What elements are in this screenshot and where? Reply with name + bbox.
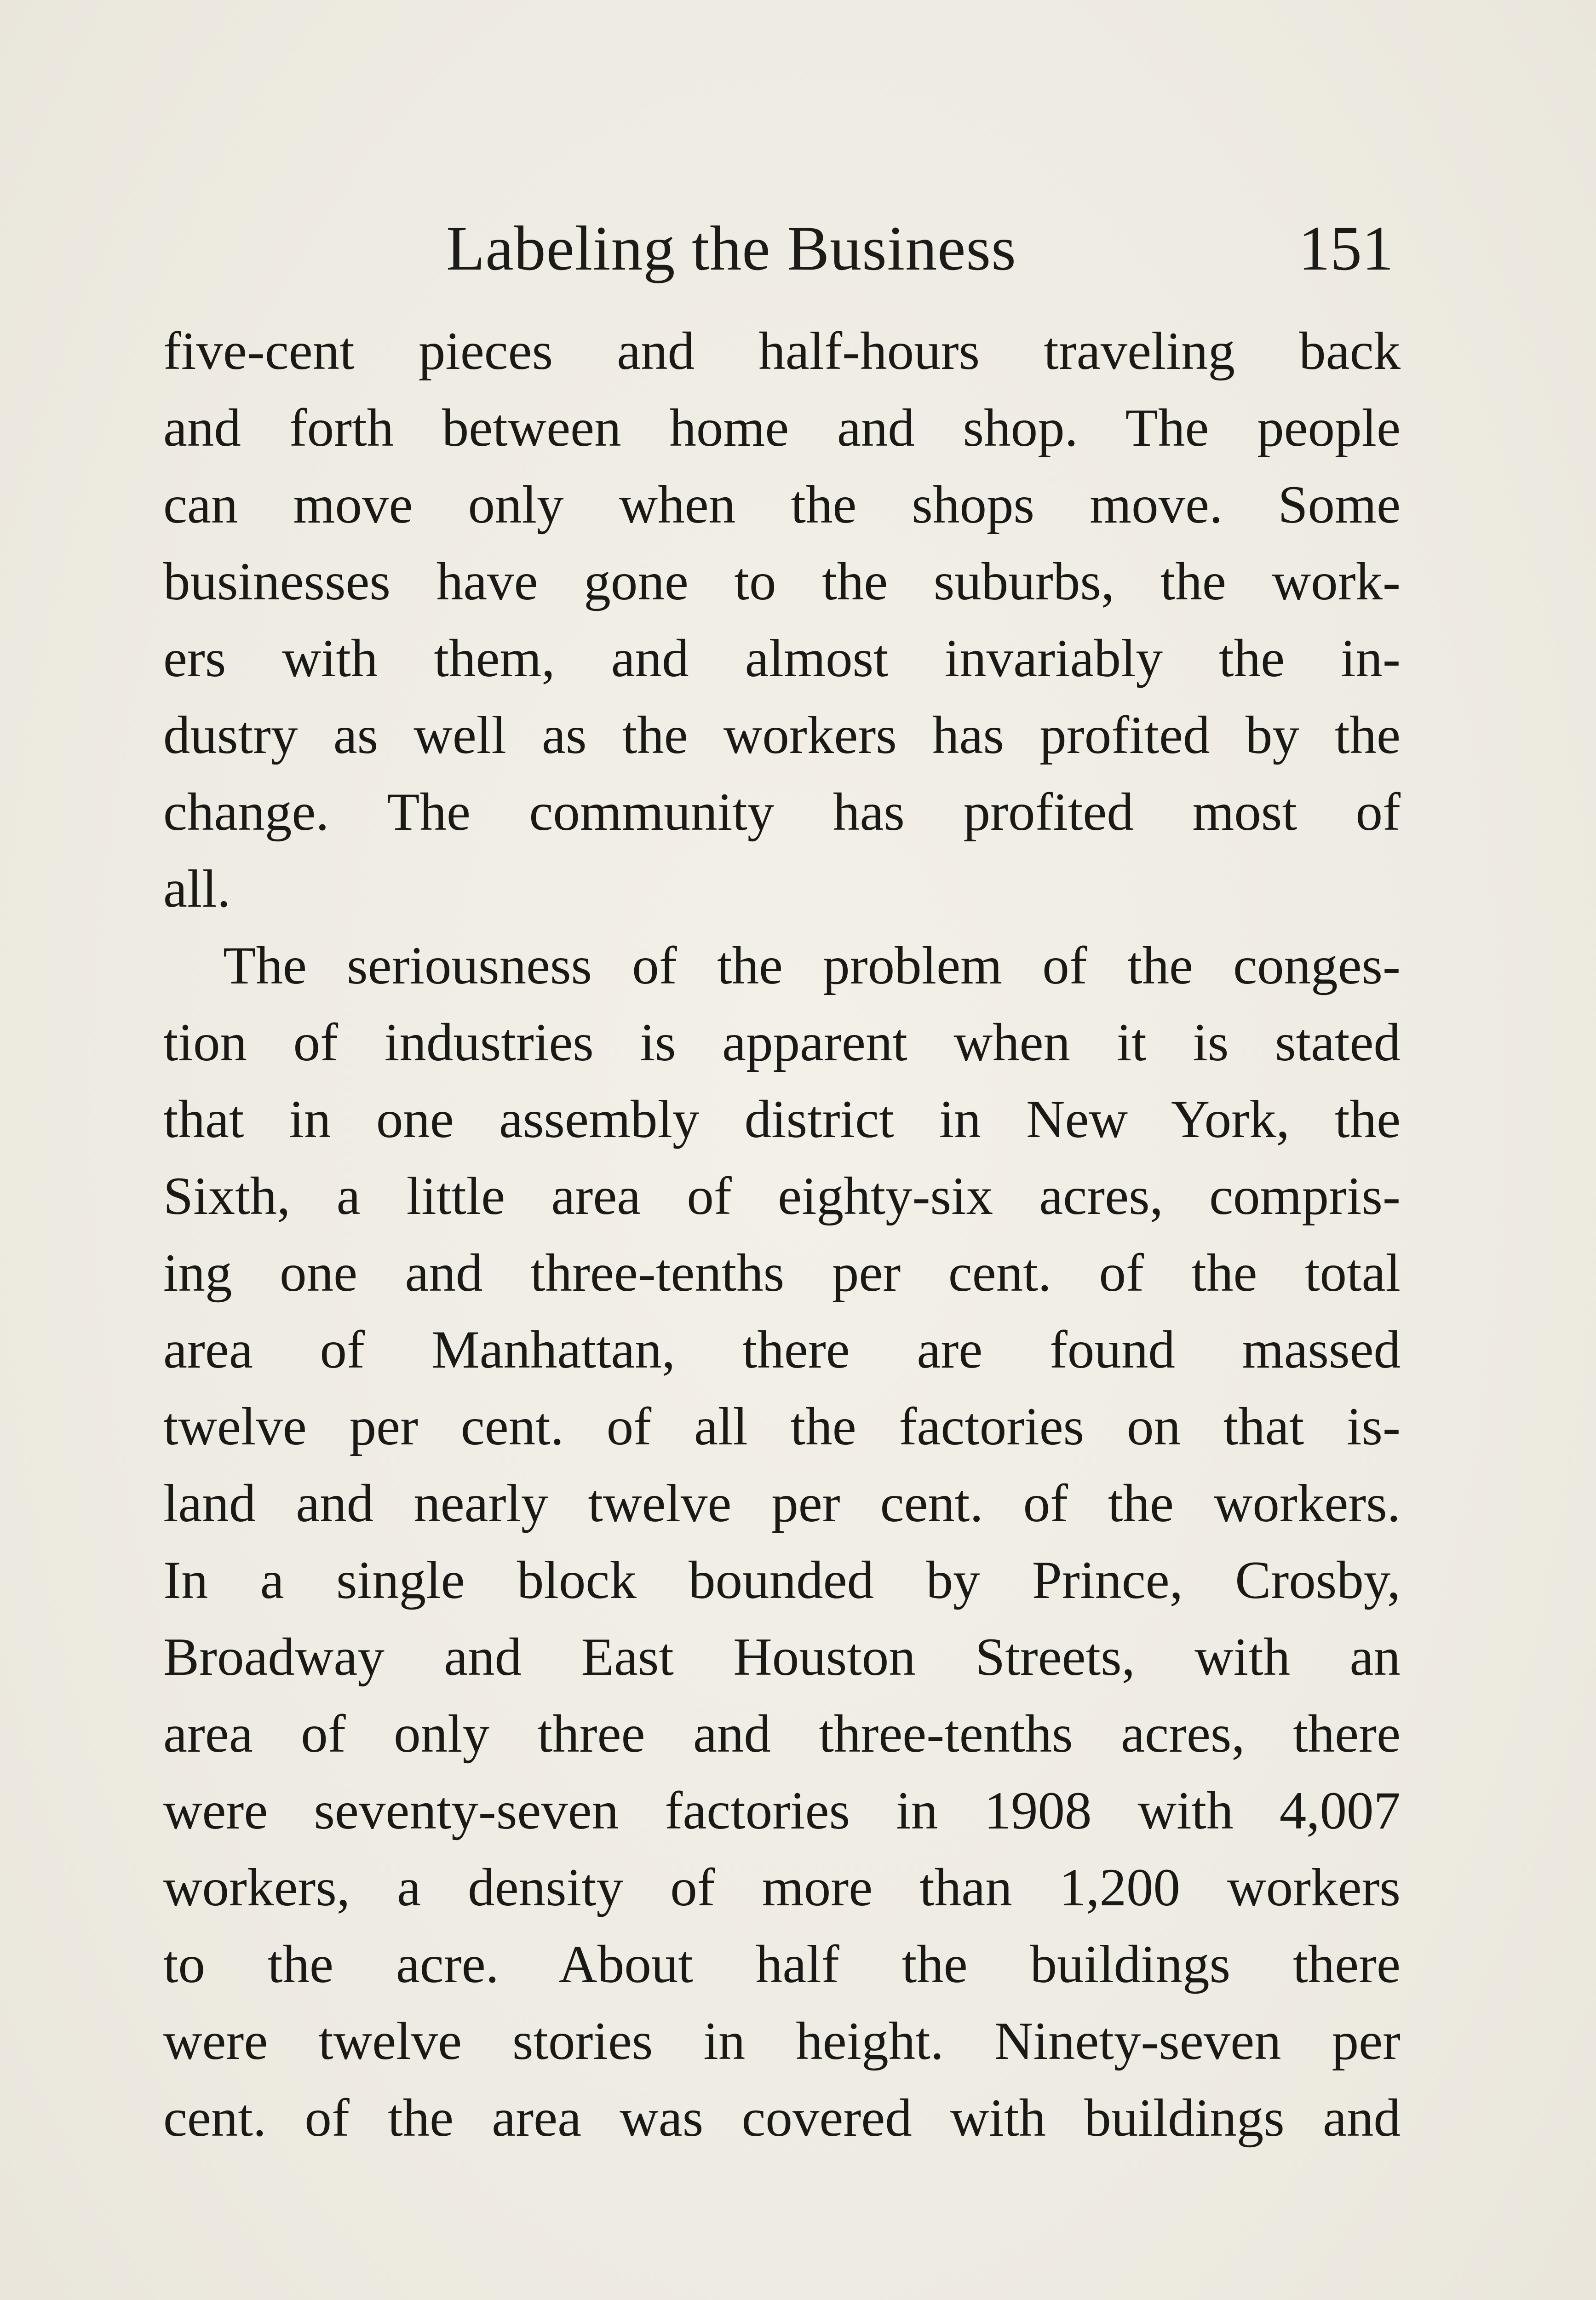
text-line: area of Manhattan, there are found massed [163,1320,1401,1380]
text-line: to the acre. About half the buildings there [163,1935,1401,1994]
text-line: ers with them, and almost invariably the in- [163,629,1401,688]
text-line: tion of industries is apparent when it is stated [163,1013,1401,1072]
text-line: Sixth, a little area of eighty-six acres, compris- [163,1167,1401,1226]
running-title: Labeling the Business [446,213,1016,283]
paragraph-1 [163,313,1401,927]
text-line: The seriousness of the problem of the conges- [223,936,1401,995]
text-line: and forth between home and shop. The people [163,398,1401,458]
text-line: were twelve stories in height. Ninety-seven per [163,2012,1401,2071]
text-line: were seventy-seven factories in 1908 with 4,007 [163,1781,1401,1840]
text-line: workers, a density of more than 1,200 workers [163,1858,1401,1917]
text-line: twelve per cent. of all the factories on that is- [163,1397,1401,1456]
text-line: land and nearly twelve per cent. of the workers. [163,1474,1401,1533]
text-line: Broadway and East Houston Streets, with an [163,1627,1401,1687]
text-line: change. The community has profited most of [163,782,1401,842]
text-line: cent. of the area was covered with buildings and [163,2088,1401,2148]
text-line: dustry as well as the workers has profited by the [163,706,1401,765]
page-number: 151 [1298,213,1394,283]
text-line: ing one and three-tenths per cent. of the total [163,1243,1401,1303]
text-line: In a single block bounded by Prince, Crosby, [163,1551,1401,1610]
text-line: all. [163,859,231,919]
paragraph-2 [163,927,1401,2156]
text-line: that in one assembly district in New York, the [163,1090,1401,1149]
text-line: businesses have gone to the suburbs, the work- [163,552,1401,611]
text-line: area of only three and three-tenths acres, there [163,1704,1401,1764]
text-line: can move only when the shops move. Some [163,475,1401,535]
text-line: five-cent pieces and half-hours traveling back [163,322,1401,381]
running-head [446,209,1394,288]
body-text [163,313,1401,2156]
